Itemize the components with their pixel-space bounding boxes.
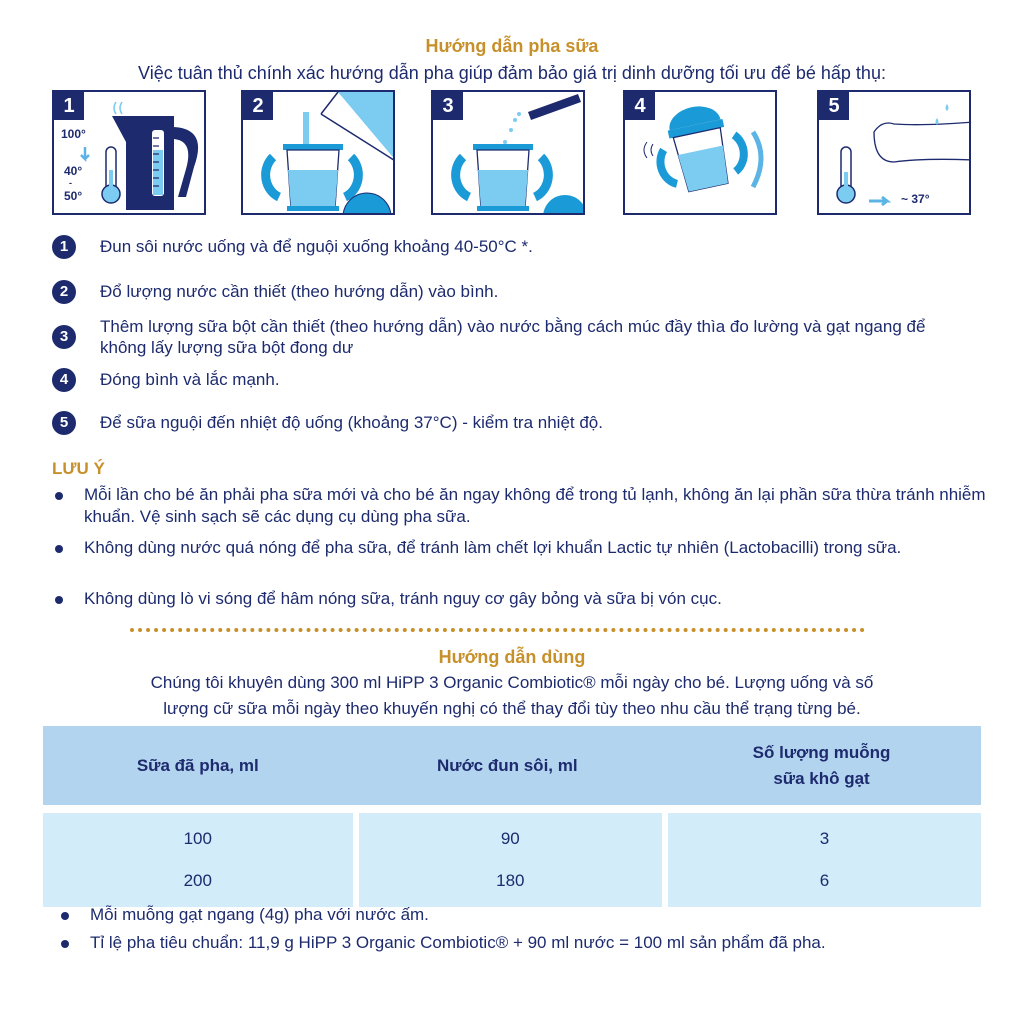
header-scoops-line1: Số lượng muỗng xyxy=(752,742,891,762)
step-panel-1 xyxy=(52,90,206,215)
step-panel-4 xyxy=(623,90,777,215)
table-row xyxy=(43,860,981,907)
cell: 180 xyxy=(353,860,663,907)
step-panel-number: 2 xyxy=(243,92,273,120)
step-number: 2 xyxy=(52,280,76,304)
temp-label-dash: - xyxy=(69,178,72,188)
section-title-usage: Hướng dẫn dùng xyxy=(438,647,586,667)
cell: 100 xyxy=(43,813,353,860)
step-panel-5 xyxy=(817,90,971,215)
usage-intro-line1: Chúng tôi khuyên dùng 300 ml HiPP 3 Organic Combiotic® mỗi ngày cho bé. Lượng uống và số xyxy=(150,673,874,692)
dosage-table xyxy=(43,726,981,907)
temp-label-100: 100° xyxy=(61,127,86,141)
header-scoops xyxy=(662,726,981,805)
note-text: Không dùng nước quá nóng để pha sữa, để tránh làm chết lợi khuẩn Lactic tự nhiên (Lactobacilli) trong sữa. xyxy=(84,538,902,557)
bullet-icon xyxy=(55,596,63,604)
cell: 6 xyxy=(662,860,981,907)
notes-title: LƯU Ý xyxy=(52,459,105,478)
footnote-text: Tỉ lệ pha tiêu chuẩn: 11,9 g HiPP 3 Organic Combiotic® + 90 ml nước = 100 ml sản phẩm đã pha. xyxy=(90,933,826,952)
footnote-text: Mỗi muỗng gạt ngang (4g) pha với nước ấm. xyxy=(90,905,429,924)
temp-label-37: ~ 37° xyxy=(901,192,930,206)
step-panel-number: 5 xyxy=(819,92,849,120)
step-panel-2 xyxy=(241,90,395,215)
step-text: Thêm lượng sữa bột cần thiết (theo hướng dẫn) vào nước bằng cách múc đầy thìa đo lường và gạt ngang để không lấy lượng sữa bột đong dư xyxy=(100,317,926,357)
temp-label-50: 50° xyxy=(64,189,83,203)
header-prepared-milk: Sữa đã pha, ml xyxy=(43,726,353,805)
step-number: 3 xyxy=(52,325,76,349)
cell: 90 xyxy=(353,813,663,860)
note-text: Mỗi lần cho bé ăn phải pha sữa mới và cho bé ăn ngay không để trong tủ lạnh, không ăn lại phần sữa thừa tránh nhiễm khuẩn. Vệ sinh sạch sẽ các dụng cụ dùng pha sữa. xyxy=(84,485,986,526)
temp-label-40: 40° xyxy=(64,164,83,178)
bullet-icon xyxy=(61,912,69,920)
step-text: Để sữa nguội đến nhiệt độ uống (khoảng 37°C) - kiểm tra nhiệt độ. xyxy=(100,413,603,432)
step-number: 4 xyxy=(52,368,76,392)
table-header-row xyxy=(43,726,981,805)
dotted-divider xyxy=(130,628,865,632)
step-number: 5 xyxy=(52,411,76,435)
section-title-preparation: Hướng dẫn pha sữa xyxy=(425,36,599,56)
step-text: Đun sôi nước uống và để nguội xuống khoảng 40-50°C *. xyxy=(100,237,533,256)
step-text: Đóng bình và lắc mạnh. xyxy=(100,370,280,389)
note-text: Không dùng lò vi sóng để hâm nóng sữa, tránh nguy cơ gây bỏng và sữa bị vón cục. xyxy=(84,589,722,608)
bullet-icon xyxy=(55,492,63,500)
table-row xyxy=(43,813,981,860)
bullet-icon xyxy=(61,940,69,948)
header-boiled-water: Nước đun sôi, ml xyxy=(353,726,663,805)
cell: 3 xyxy=(662,813,981,860)
step-panel-3 xyxy=(431,90,585,215)
step-number: 1 xyxy=(52,235,76,259)
step-panel-number: 4 xyxy=(625,92,655,120)
step-text: Đổ lượng nước cần thiết (theo hướng dẫn) vào bình. xyxy=(100,282,499,301)
usage-intro-line2: lượng cữ sữa mỗi ngày theo khuyến nghị có thể thay đổi tùy theo nhu cầu thể trạng từng bé. xyxy=(163,699,861,718)
step-panel-number: 3 xyxy=(433,92,463,120)
preparation-intro: Việc tuân thủ chính xác hướng dẫn pha giúp đảm bảo giá trị dinh dưỡng tối ưu để bé hấp thụ: xyxy=(138,63,886,83)
bullet-icon xyxy=(55,545,63,553)
cell: 200 xyxy=(43,860,353,907)
step-panel-number: 1 xyxy=(54,92,84,120)
header-scoops-line2: sữa khô gạt xyxy=(773,768,870,788)
